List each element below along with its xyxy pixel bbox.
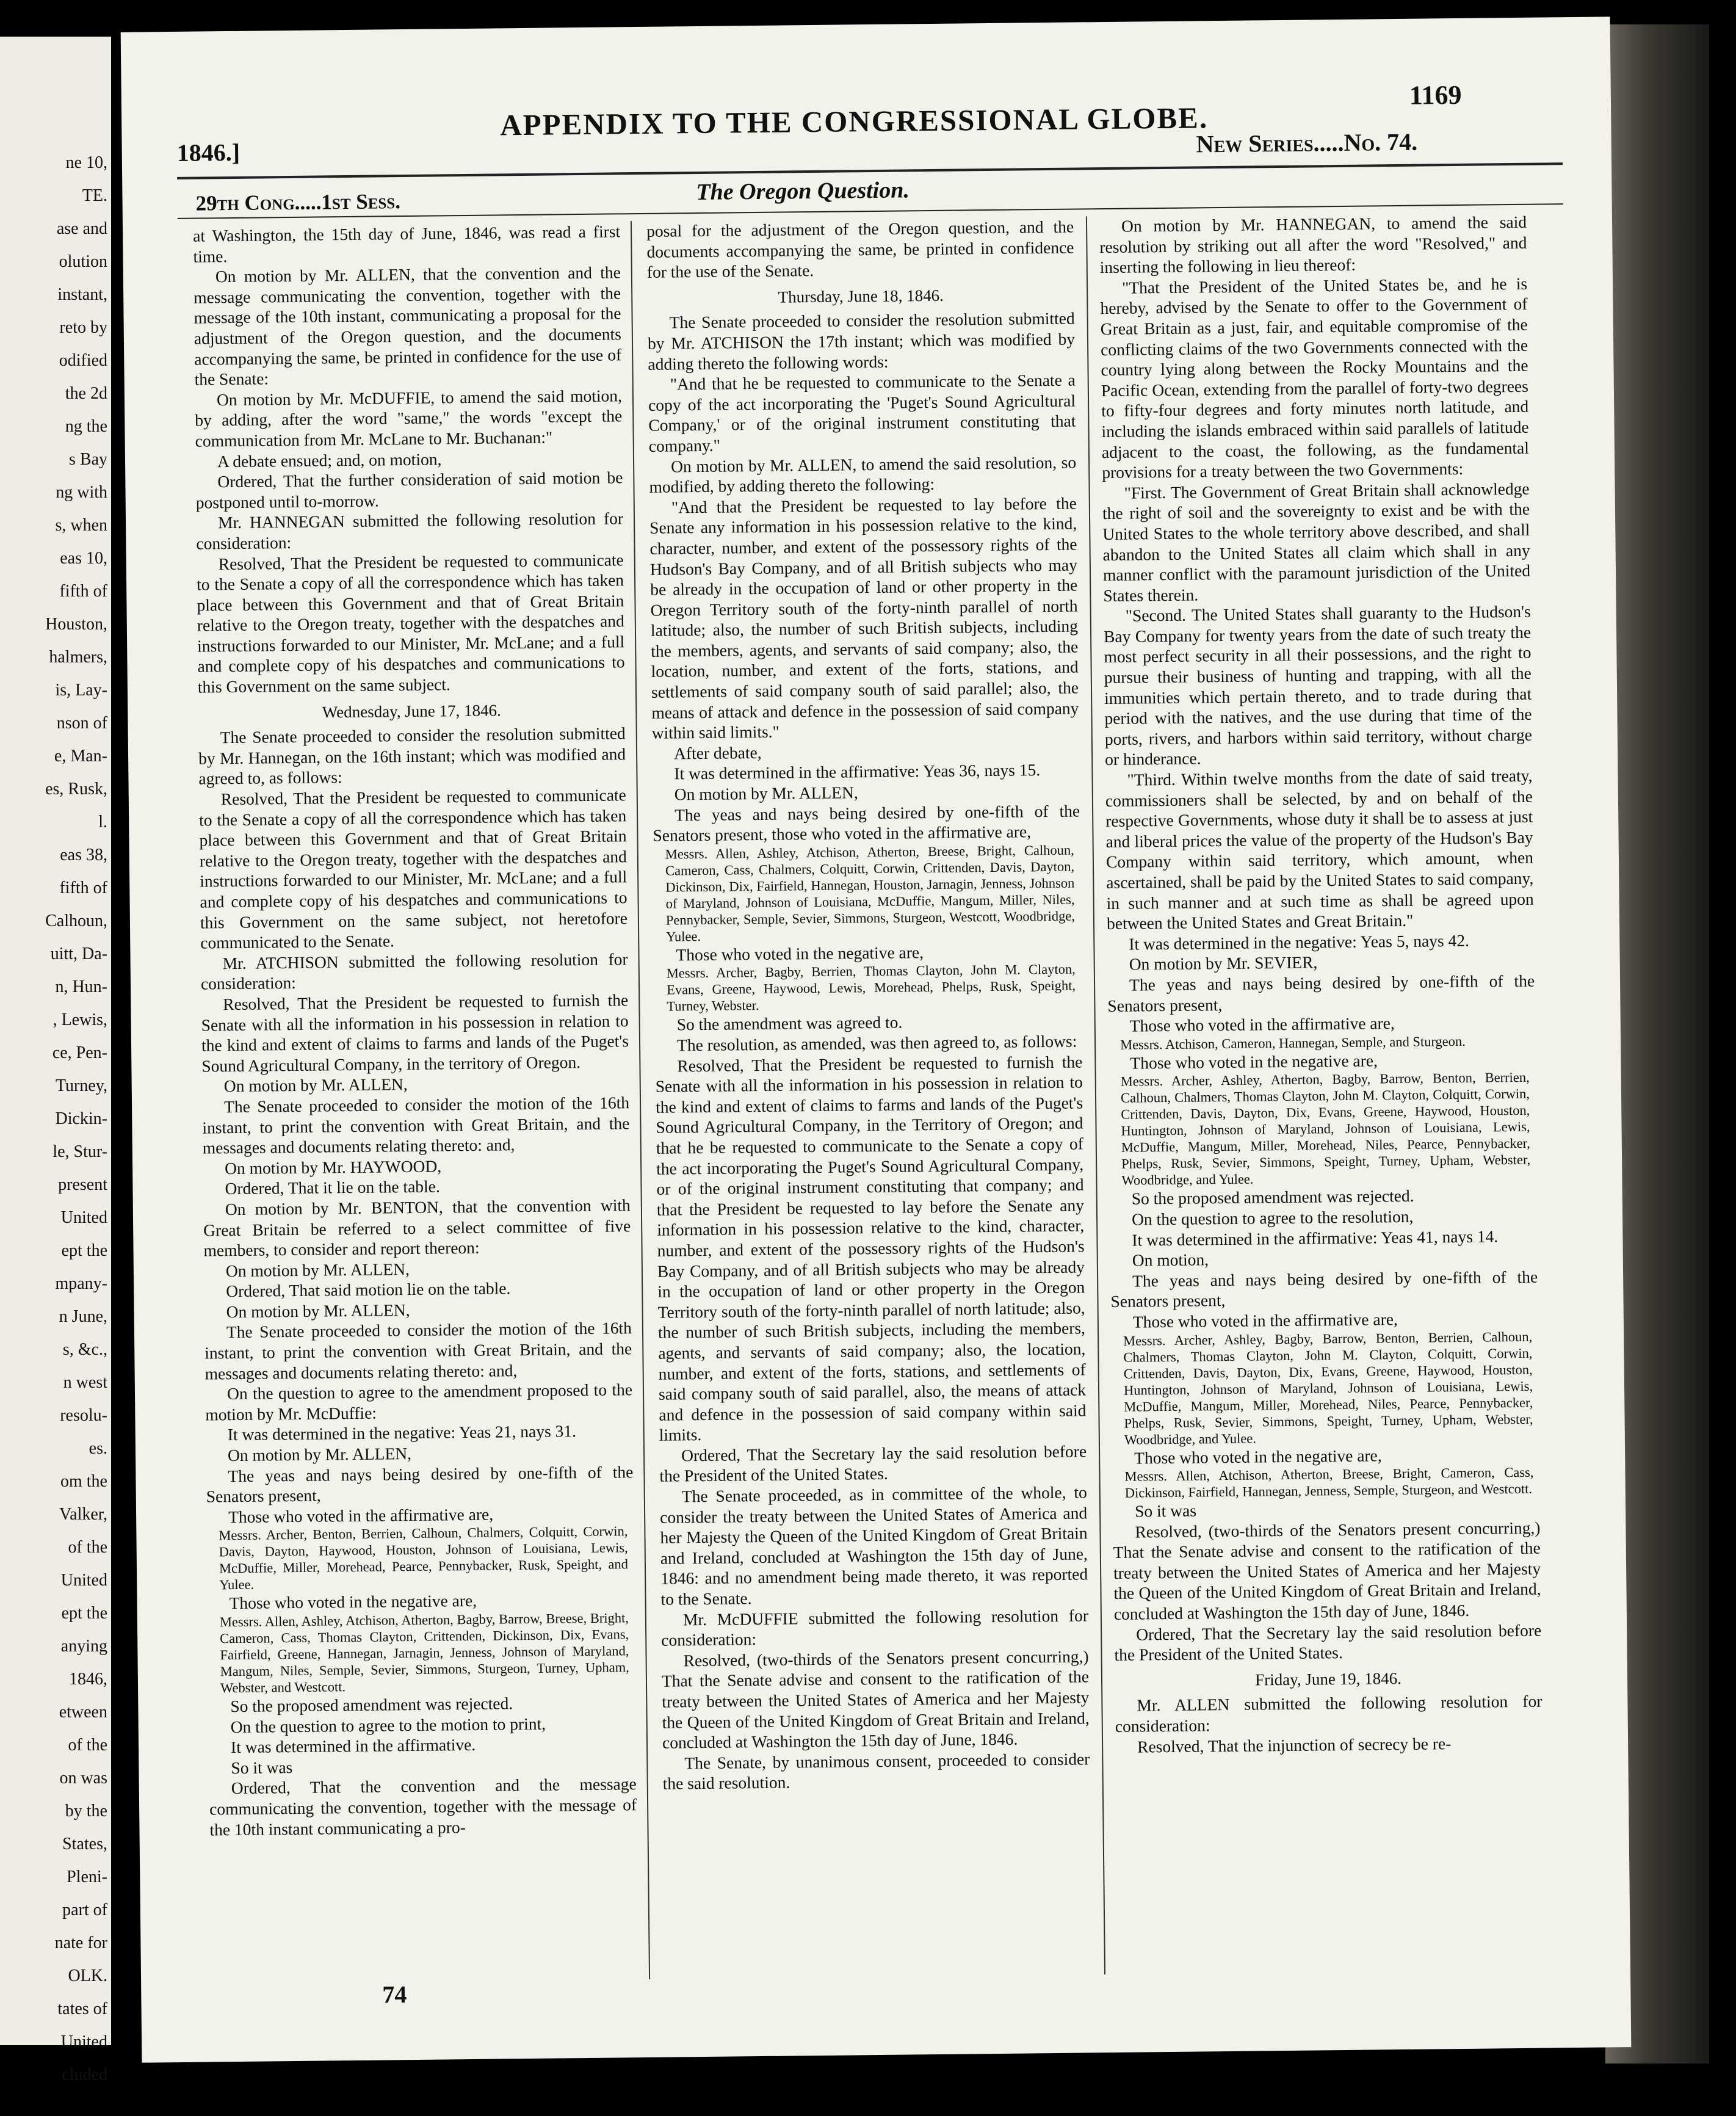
paragraph: The Senate proceeded to consider the resolution submitted by Mr. Hannegan, on the 16th instant; which was modified and agreed to, as follows: [198,723,626,789]
paragraph: Messrs. Allen, Atchison, Atherton, Breese, Bright, Cameron, Cass, Dickinson, Fairfield, Hannegan, Jenness, Semple, Sturgeon, and Westcott. [1124,1464,1534,1501]
left-page-fragment: of the [68,1736,107,1755]
paragraph: On motion, [1132,1250,1209,1270]
section-title: The Oregon Question. [696,177,910,206]
date-heading: Friday, June 19, 1846. [1254,1669,1402,1689]
paragraph: The Senate proceeded, as in committee of the whole, to consider the treaty between the United States of America and her Majesty the Queen of the United Kingdom of Great Britain and Ireland, concluded at Washington the 15th day of June, 1846: and no amendment being made thereto, it was reported to the Senate. [660,1482,1088,1609]
paragraph: Messrs. Archer, Benton, Berrien, Calhoun, Chalmers, Colquitt, Corwin, Davis, Dayton, Haywood, Houston, Johnson of Louisiana, Lewis, McDuffie, Miller, Morehead, Pearce, Pennybacker, Rusk, Speight, and Yulee. [219,1523,629,1593]
column-1 [193,221,637,1839]
paragraph: Those who voted in the negative are, [229,1591,477,1613]
paragraph: The yeas and nays being desired by one-fifth of the Senators present, those who voted in the affirmative are, [653,801,1080,846]
paragraph: On motion by Mr. ALLEN, that the convention and the message communicating the convention, together with the message of the 10th instant, communicating a proposal for the adjustment of the Oregon question, and the documents accompanying the same, be printed in confidence for the use of the Senate: [193,263,622,389]
left-page-fragment: etween [59,1703,107,1722]
newspaper-page [121,16,1632,2062]
paragraph: The resolution, as amended, was then agreed to, as follows: [676,1031,1077,1055]
left-page-fragment: ept the [61,1604,107,1623]
left-page-fragment: ase and [56,219,107,238]
paragraph: Messrs. Archer, Bagby, Berrien, Thomas Clayton, John M. Clayton, Evans, Greene, Haywood, Lewis, Morehead, Phelps, Rusk, Speight, Turney, Webster. [666,961,1076,1014]
left-page-fragment: of the [68,1538,107,1557]
date-heading: Thursday, June 18, 1846. [778,286,944,306]
paragraph: Ordered, That it lie on the table. [225,1176,440,1198]
left-page-fragment: halmers, [49,648,107,667]
paragraph: On motion by Mr. HANNEGAN, to amend the said resolution by striking out all after the word "Resolved," and inserting the following in lieu thereof: [1099,212,1527,277]
paragraph: After debate, [673,742,762,763]
left-page-fragment: om the [60,1472,107,1491]
left-page-fragment: anying [60,1637,107,1656]
left-page-fragment: ce, Pen- [52,1043,107,1062]
left-page-fragment: United [60,2032,107,2051]
left-page-fragment: fifth of [59,879,107,897]
paragraph: On motion by Mr. ALLEN, [674,783,858,804]
paragraph: The yeas and nays being desired by one-fifth of the Senators present, [206,1462,634,1506]
left-page-fragment: olution [59,252,107,271]
date-heading: Wednesday, June 17, 1846. [322,701,501,722]
left-page-fragment: Valker, [59,1505,107,1524]
paragraph: On motion by Mr. HAYWOOD, [224,1156,442,1178]
left-page-fragment: 1846, [69,1670,107,1689]
left-page-fragment: , Lewis, [52,1010,107,1029]
left-page-fragment: mpany- [55,1274,107,1293]
left-page-edge [0,37,111,2084]
left-page-fragment: n west [63,1373,107,1392]
paragraph: The yeas and nays being desired by one-fifth of the Senators present, [1110,1267,1538,1311]
left-page-fragment: on was [59,1769,107,1788]
paragraph: "First. The Government of Great Britain shall acknowledge the right of soil and the sovereignty to exist and be with the United States to the whole territory above described, and shall abandon to the United States all claim which shall in any manner conflict with the paramount jurisdiction of the United States therein. [1102,479,1531,605]
paragraph: Those who voted in the negative are, [1130,1051,1378,1073]
masthead-title: APPENDIX TO THE CONGRESSIONAL GLOBE. [499,101,1209,142]
left-page-fragment: ept the [61,1241,107,1260]
left-page-fragment: eas 10, [60,549,107,568]
paragraph: On motion by Mr. BENTON, that the convention with Great Britain be referred to a select committee of five members, to consider and report thereon: [203,1195,631,1260]
paragraph: So it was [1134,1501,1197,1521]
paragraph: "Second. The United States shall guaranty to the Hudson's Bay Company for twenty years from the date of such treaty the most perfect security in all their possessions, and the right to pursue their business of hunting and trapping, with all the immunities which pertain thereto, and to trade during that period with the natives, and the use during that time of the ports, rivers, and harbors within said territory, without charge or hinderance. [1103,602,1532,769]
paragraph: The Senate proceeded to consider the resolution submitted by Mr. ATCHISON the 17th instant; which was modified by adding thereto the following words: [647,308,1076,374]
left-page-fragment: United [60,1208,107,1227]
paragraph: On motion by Mr. ALLEN, [223,1074,408,1096]
paragraph: Resolved, That the President be requested to communicate to the Senate a copy of all the correspondence which has taken place between this Government and that of Great Britain relative to the Oregon treaty, together with the despatches and instructions forwarded to our Minister, Mr. McLane; and a full and complete copy of his despatches and communications to this Government on the same subject. [196,549,625,697]
left-page-fragment: ne 10, [65,153,107,172]
left-page-fragment: s, &c., [62,1340,107,1359]
paragraph: Messrs. Allen, Ashley, Atchison, Atherton, Breese, Bright, Calhoun, Cameron, Cass, Chalmers, Colquitt, Corwin, Crittenden, Davis, Dayton, Dickinson, Dix, Fairfield, Hannegan, Houston, Jarnagin, Jenness, Johnson of Maryland, Johnson of Louisiana, McDuffie, Mangum, Miller, Niles, Pennybacker, Semple, Sevier, Simmons, Sturgeon, Westcott, Woodbridge, Yulee. [665,842,1076,944]
paragraph: Resolved, That the President be requested to communicate to the Senate a copy of all the correspondence which has taken place between this Government and that of Great Britain relative to the Oregon treaty, together with the despatches and instructions forwarded to our Minister, Mr. McLane; and a full and complete copy of his despatches and communications to this Government on the same subject, not heretofore communicated to the Senate. [199,785,628,952]
paragraph: Mr. ATCHISON submitted the following resolution for consideration: [200,949,628,993]
paragraph: On motion by Mr. McDUFFIE, to amend the said motion, by adding, after the word "same," the words "except the communication from Mr. McLane to Mr. Buchanan:" [195,386,623,451]
paragraph: Ordered, That the convention and the message communicating the convention, together with the message of the 10th instant communicating a pro- [209,1774,637,1839]
paragraph: Those who voted in the affirmative are, [228,1504,494,1526]
left-page-fragment: s Bay [69,450,107,469]
paragraph: So the amendment was agreed to. [676,1012,903,1034]
paragraph: The Senate, by unanimous consent, proceeded to consider the said resolution. [662,1749,1090,1794]
paragraph: Ordered, That the Secretary lay the said resolution before the President of the United States. [1114,1620,1542,1665]
left-page-fragment: the 2d [65,384,107,403]
paragraph: It was determined in the affirmative: Yeas 36, nays 15. [674,760,1041,783]
left-page-fragment: instant, [57,285,107,304]
paragraph: It was determined in the negative: Yeas 5, nays 42. [1129,930,1470,954]
left-page-fragment: ng the [65,417,107,436]
paragraph: Messrs. Archer, Ashley, Bagby, Barrow, Benton, Berrien, Calhoun, Chalmers, Thomas Clayton, John M. Clayton, Colquitt, Corwin, Crittenden, Davis, Dayton, Dix, Evans, Greene, Haywood, Houston, Huntington, Johnson of Maryland, Johnson of Louisiana, Lewis, McDuffie, Mangum, Miller, Morehead, Niles, Pearce, Pennybacker, Phelps, Rusk, Sevier, Simmons, Speight, Turney, Upham, Webster, Woodbridge, and Yulee. [1123,1328,1533,1448]
paragraph: Mr. HANNEGAN submitted the following resolution for consideration: [196,509,624,553]
paragraph: So it was [231,1757,293,1777]
left-page-fragment: n June, [59,1307,107,1326]
left-page-fragment: es. [89,1439,107,1458]
paragraph: "And that he be requested to communicate to the Senate a copy of the act incorporating the 'Puget's Sound Agricultural Company,' or of the original instrument constituting that company." [648,370,1076,455]
paragraph: "And that the President be requested to lay before the Senate any information in his possession relative to the kind, character, number, and extent of the possessory rights of the Hudson's Bay Company, and of all British subjects who may be already in the occupation of land or other property in the Oregon Territory south of the forty-ninth parallel of north latitude; also, the number of such British subjects, including the members, agents, and servants of said company; also, the location, number, and extent of the forts, stations, and settlements of said company south of said parallel; also, the means of attack and defence in the possession of said company within said limits." [649,493,1079,743]
left-page-fragment: TE. [82,186,107,205]
paragraph: Ordered, That the Secretary lay the said resolution before the President of the United States. [659,1441,1087,1486]
left-page-fragment: l. [98,813,107,832]
paragraph: "Third. Within twelve months from the date of said treaty, commissioners shall be selected, by and on behalf of the respective Governments, whose duty it shall be to assess at just and liberal prices the value of the property of the Hudson's Bay Company within said territory, which amount, when ascertained, shall be paid by the United States to said company, in such manner and at such time as shall be agreed upon between the United States and Great Britain." [1105,766,1534,933]
left-page-fragment: cluded [62,2065,107,2084]
left-page-fragment: United [60,1571,107,1590]
left-page-fragment: uitt, Da- [50,944,107,963]
paragraph: Messrs. Atchison, Cameron, Hannegan, Semple, and Sturgeon. [1119,1033,1466,1053]
paragraph: The Senate proceeded to consider the motion of the 16th instant, to print the convention with Great Britain, and the messages and documents relating thereto: and, [202,1093,630,1158]
left-page-fragment: es, Rusk, [45,780,107,799]
left-page-fragment: ng with [56,483,107,502]
left-page-fragment: fifth of [59,582,107,601]
left-page-fragment: Dickin- [55,1109,107,1128]
paragraph: On motion by Mr. ALLEN, [226,1300,410,1322]
paragraph: It was determined in the affirmative: Yeas 41, nays 14. [1132,1226,1499,1250]
paragraph: It was determined in the negative: Yeas 21, nays 31. [227,1421,577,1444]
paragraph: On motion by Mr. SEVIER, [1129,952,1318,974]
left-page-fragment: Calhoun, [45,911,107,930]
paragraph: Messrs. Allen, Ashley, Atchison, Atherton, Bagby, Barrow, Breese, Bright, Cameron, Cass, Thomas Clayton, Crittenden, Dickinson, Dix, Evans, Fairfield, Greene, Hannegan, Jarnagin, Jenness, Johnson of Maryland, Mangum, Niles, Semple, Sevier, Simmons, Sturgeon, Turney, Upham, Webster, and Westcott. [219,1610,629,1696]
session-label: 29th Cong.....1st Sess. [195,189,401,216]
left-page-fragment: tates of [57,1999,107,2018]
left-page-fragment: le, Stur- [52,1142,107,1161]
paragraph: On motion by Mr. ALLEN, [225,1259,410,1280]
left-page-fragment: nson of [56,714,107,733]
paragraph: Resolved, That the injunction of secrecy be re- [1137,1733,1452,1756]
left-page-fragment: nate for [54,1933,107,1952]
paragraph: On the question to agree to the resolution, [1131,1206,1414,1229]
masthead-series: New Series.....No. 74. [1196,128,1418,158]
paragraph: Ordered, That said motion lie on the table. [226,1278,511,1301]
left-page-fragment: eas 38, [60,846,107,864]
paragraph: Those who voted in the negative are, [676,942,924,965]
paragraph: So the proposed amendment was rejected. [1131,1186,1414,1208]
left-page-fragment: e, Man- [54,747,107,766]
paragraph: A debate ensued; and, on motion, [217,449,442,471]
left-page-fragment: by the [65,1802,107,1821]
left-page-fragment: Houston, [45,615,107,634]
signature-mark: 74 [382,1980,407,2009]
left-page-fragment: States, [62,1835,107,1853]
column-3 [1099,212,1543,1757]
column-2 [646,217,1090,1794]
paragraph: On motion by Mr. ALLEN, to amend the said resolution, so modified, by adding thereto the following: [649,452,1077,496]
left-page-fragment: part of [62,1900,107,1919]
masthead-year: 1846.] [176,138,241,167]
paragraph: On the question to agree to the amendment proposed to the motion by Mr. McDuffie: [205,1380,633,1424]
paragraph: "That the President of the United States be, and he is hereby, advised by the Senate to offer to the Government of Great Britain as a just, fair, and equitable compromise of the conflicting claims of the two Governments connected with the country lying along between the Rocky Mountains and the Pacific Ocean, extending from the parallel of forty-two degrees to fifty-four degrees and forty minutes north latitude, and including the islands embraced within said parallels of latitude adjacent to the coast, the following, as the fundamental provisions for a treaty between the two Governments: [1100,274,1530,482]
paragraph: On motion by Mr. ALLEN, [227,1444,412,1465]
paragraph: Those who voted in the affirmative are, [1132,1309,1398,1332]
paragraph: So the proposed amendment was rejected. [230,1694,513,1716]
left-page-fragment: n, Hun- [55,977,107,996]
paragraph: Messrs. Archer, Ashley, Atherton, Bagby, Barrow, Benton, Berrien, Calhoun, Chalmers, Thomas Clayton, John M. Clayton, Colquitt, Corwin, Crittenden, Davis, Dayton, Dix, Evans, Greene, Haywood, Houston, Huntington, Johnson of Maryland, Johnson of Louisiana, Lewis, McDuffie, Mangum, Miller, Morehead, Niles, Pearce, Pennybacker, Phelps, Rusk, Sevier, Simmons, Speight, Turney, Upham, Webster, Woodbridge, and Yulee. [1120,1070,1531,1189]
paragraph: at Washington, the 15th day of June, 1846, was read a first time. [192,222,621,266]
left-page-fragment: resolu- [60,1406,107,1425]
left-page-fragment: OLK. [68,1966,107,1985]
paragraph: Those who voted in the negative are, [1134,1445,1382,1468]
left-page-fragment: s, when [55,516,107,535]
left-page-fragment: odified [59,351,107,370]
paragraph: Resolved, (two-thirds of the Senators present concurring,) That the Senate advise and consent to the ratification of the treaty between the United States of America and her Majesty the Queen of the United Kingdom of Great Britain and Ireland, concluded at Washington the 15th day of June, 1846. [1113,1518,1541,1624]
left-page-fragment: Pleni- [67,1868,107,1886]
paragraph: Mr. ALLEN submitted the following resolution for consideration: [1115,1692,1543,1736]
page-number: 1169 [1409,79,1462,111]
paragraph: posal for the adjustment of the Oregon question, and the documents accompanying the same, be printed in confidence for the use of the Senate. [646,217,1074,282]
left-page-fragment: Turney, [55,1076,107,1095]
paragraph: Resolved, That the President be requested to furnish the Senate with all the information in his possession in relation to the kind and extent of claims to farms and lands of the Puget's Sound Agricultural Company, in the Territory of Oregon; and that he be requested to communicate to the Senate a copy of the act incorporating the Puget's Sound Agricultural Company, or of the original instrument constituting that company; and that the President be requested to lay before the Senate any information in his possession relative to the kind, character, number, and extent of the possessory rights of the Hudson's Bay Company, and of all British subjects who may be already in the occupation of land or other property in the Oregon Territory south of the forty-ninth parallel of north latitude; also, the number of such British subjects, including the members, agents, and servants of said company; also, the location, number, and extent of the forts, stations, and settlements of said company south of said parallel, also, the means of attack and defence in the possession of said company within said limits. [655,1052,1087,1445]
paragraph: The yeas and nays being desired by one-fifth of the Senators present, [1107,971,1535,1015]
left-page-fragment: reto by [59,318,107,337]
paragraph: The Senate proceeded to consider the motion of the 16th instant, to print the convention with Great Britain, and the messages and documents relating thereto: and, [204,1318,632,1383]
paragraph: Resolved, (two-thirds of the Senators present concurring,) That the Senate advise and consent to the ratification of the treaty between the United States of America and her Majesty the Queen of the United Kingdom of Great Britain and Ireland, concluded at Washington the 15th day of June, 1846. [661,1647,1090,1752]
left-page-fragment: is, Lay- [55,681,107,700]
paragraph: On the question to agree to the motion to print, [230,1714,546,1736]
left-page-fragment: present [58,1175,107,1194]
paragraph: It was determined in the affirmative. [230,1735,476,1757]
paragraph: Those who voted in the affirmative are, [1129,1013,1395,1035]
paragraph: Mr. McDUFFIE submitted the following resolution for consideration: [661,1606,1089,1650]
paragraph: Resolved, That the President be requested to furnish the Senate with all the information in his possession in relation to the kind and extent of claims to farms and lands of the Puget's Sound Agricultural Company, in the territory of Oregon. [201,990,629,1076]
paragraph: Ordered, That the further consideration of said motion be postponed until to-morrow. [195,468,623,512]
